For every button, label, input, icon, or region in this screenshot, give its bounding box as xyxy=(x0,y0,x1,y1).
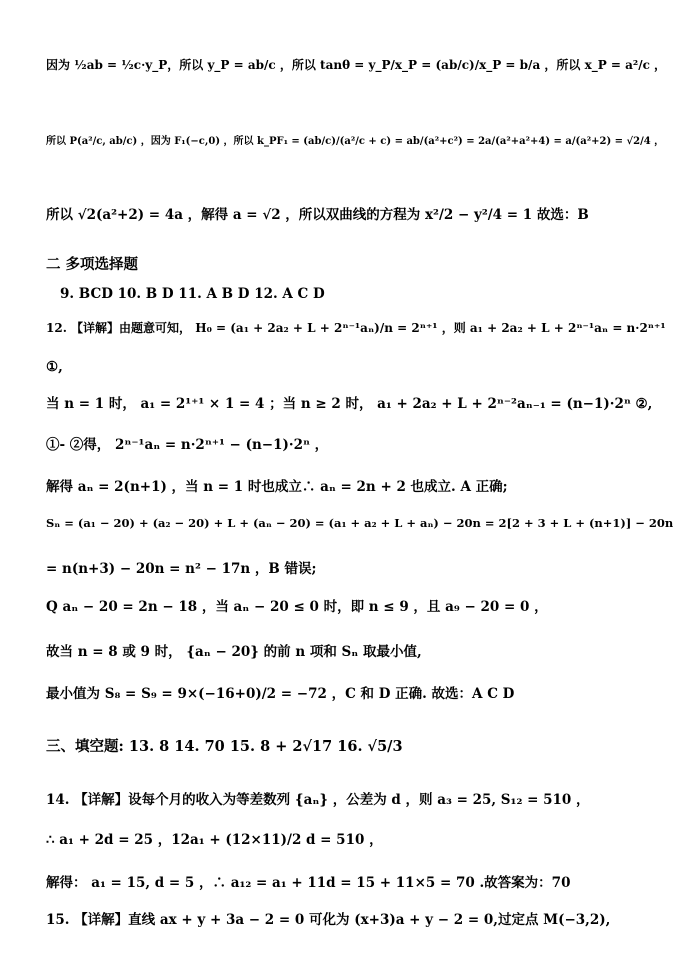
section-heading-multiple-choice: 二 多项选择题 xyxy=(46,256,139,273)
text-line-min-value: 最小值为 S₈ = S₉ = 9×(−16+0)/2 = −72 ，C 和 D 正确. 故选：A C D xyxy=(46,686,515,702)
text-line-an-minus-20: Q aₙ − 20 = 2n − 18 ，当 aₙ − 20 ≤ 0 时，即 n ≤ 9 ，且 a₉ − 20 = 0 ， xyxy=(46,599,548,615)
text-line-14-equations: ∴ a₁ + 2d = 25 ，12a₁ + (12×11)/2 d = 510 ， xyxy=(46,832,383,848)
text-line-12-detail: 12. 【详解】由题意可知， H₀ = (a₁ + 2a₂ + L + 2ⁿ⁻¹aₙ)/n = 2ⁿ⁺¹ ，则 a₁ + 2a₂ + L + 2ⁿ⁻¹aₙ = n·2ⁿ⁺¹ xyxy=(46,321,666,335)
text-line-3: 所以 √2(a²+2) = 4a ，解得 a = √2 ，所以双曲线的方程为 x²/2 − y²/4 = 1 故选：B xyxy=(46,207,589,223)
section-heading-fill-blank: 三、填空题: 13. 8 14. 70 15. 8 + 2√17 16. √5/3 xyxy=(46,738,403,755)
text-line-min-condition: 故当 n = 8 或 9 时， {aₙ − 20} 的前 n 项和 Sₙ 取最小值, xyxy=(46,644,422,660)
text-line-equation-1: ①, xyxy=(46,359,63,375)
text-line-2: 所以 P(a²/c, ab/c) ，因为 F₁(−c,0) ，所以 k_PF₁ = (ab/c)/(a²/c + c) = ab/(a²+c²) = 2a/(a²+a²+4) = a/(a²+2) = √2/4 ， xyxy=(46,136,665,147)
answers-row-multiple-choice: 9. BCD 10. B D 11. A B D 12. A C D xyxy=(60,286,325,302)
text-line-subtract: ①- ②得， 2ⁿ⁻¹aₙ = n·2ⁿ⁺¹ − (n−1)·2ⁿ ， xyxy=(46,437,329,453)
text-line-solve-an: 解得 aₙ = 2(n+1) ，当 n = 1 时也成立∴ aₙ = 2n + 2 也成立. A 正确; xyxy=(46,479,508,495)
text-line-case-n1: 当 n = 1 时， a₁ = 2¹⁺¹ × 1 = 4 ；当 n ≥ 2 时， a₁ + 2a₂ + L + 2ⁿ⁻²aₙ₋₁ = (n−1)·2ⁿ ②, xyxy=(46,396,653,412)
text-line-15-detail: 15. 【详解】直线 ax + y + 3a − 2 = 0 可化为 (x+3)a + y − 2 = 0,过定点 M(−3,2), xyxy=(46,912,611,928)
text-line-sn-result: = n(n+3) − 20n = n² − 17n ，B 错误; xyxy=(46,561,317,577)
text-line-sn: Sₙ = (a₁ − 20) + (a₂ − 20) + L + (aₙ − 20) = (a₁ + a₂ + L + aₙ) − 20n = 2[2 + 3 + L + (n+1)] − 20n xyxy=(46,516,674,530)
text-line-1: 因为 ½ab = ½c·y_P，所以 y_P = ab/c ，所以 tanθ = y_P/x_P = (ab/c)/x_P = b/a ，所以 x_P = a²/c ， xyxy=(46,58,667,72)
text-line-14-solution: 解得： a₁ = 15, d = 5 ，∴ a₁₂ = a₁ + 11d = 15 + 11×5 = 70 .故答案为：70 xyxy=(46,875,571,891)
text-line-14-detail: 14. 【详解】设每个月的收入为等差数列 {aₙ} ，公差为 d ，则 a₃ = 25, S₁₂ = 510 ， xyxy=(46,792,590,808)
